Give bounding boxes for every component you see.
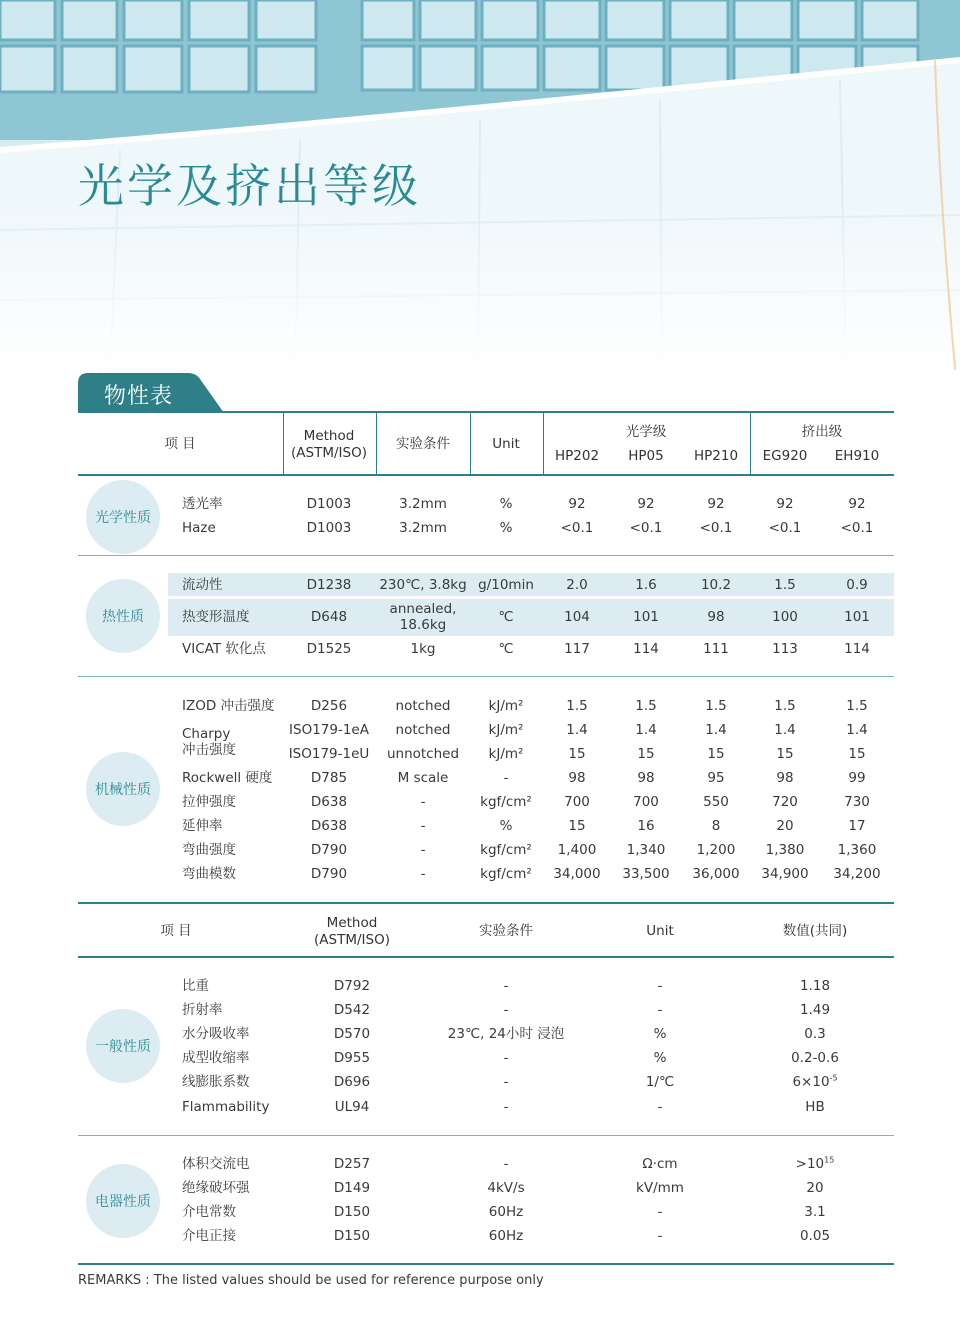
header-grade: HP210 — [693, 448, 739, 464]
grade-value: <0.1 — [560, 520, 594, 536]
grade-value: 92 — [707, 496, 725, 512]
grade-value: 33,500 — [622, 866, 670, 882]
col-divider — [283, 413, 284, 474]
unit: % — [653, 1050, 667, 1066]
grade-value: 34,200 — [833, 866, 881, 882]
grade-value: 92 — [637, 496, 655, 512]
grade-value: 1,400 — [557, 842, 597, 858]
grade-value: 17 — [848, 818, 866, 834]
common-value: 1.18 — [799, 978, 831, 994]
grade-value: 15 — [637, 746, 655, 762]
test-condition: 18.6kg — [399, 617, 447, 633]
header-value: 数值(共同) — [782, 923, 848, 939]
unit: 1/℃ — [645, 1074, 675, 1090]
section-tab — [78, 373, 224, 413]
grade-value: 34,000 — [553, 866, 601, 882]
test-condition: - — [420, 842, 426, 858]
property-name: Charpy — [182, 726, 231, 742]
property-name: 流动性 — [182, 577, 223, 593]
grade-value: <0.1 — [629, 520, 663, 536]
section-tab-label: 物性表 — [104, 384, 174, 409]
header-method-standard: (ASTM/ISO) — [314, 932, 390, 948]
grade-value: 92 — [848, 496, 866, 512]
grade-value: 1.5 — [774, 698, 796, 714]
col-divider — [543, 413, 544, 474]
grade-value: 1,380 — [765, 842, 805, 858]
method-code: D790 — [310, 842, 348, 858]
test-condition: - — [420, 794, 426, 810]
property-name: Flammability — [182, 1099, 270, 1115]
property-name: 弯曲模数 — [182, 866, 236, 882]
property-name: 绝缘破坏强 — [182, 1180, 250, 1196]
unit: - — [657, 1228, 663, 1244]
common-value: 1.49 — [799, 1002, 831, 1018]
grade-value: 98 — [776, 770, 794, 786]
unit: - — [657, 1002, 663, 1018]
method-code: D257 — [333, 1156, 371, 1172]
property-name: Rockwell 硬度 — [182, 770, 273, 786]
property-name: 水分吸收率 — [182, 1026, 250, 1042]
remarks-note: REMARKS : The listed values should be used for reference purpose only — [78, 1273, 544, 1288]
grade-value: 730 — [844, 794, 870, 810]
unit: ℃ — [498, 641, 514, 657]
grade-value: 700 — [564, 794, 590, 810]
group-badge-optical: 光学性质 — [86, 480, 160, 554]
common-value — [792, 1074, 837, 1090]
grade-value: 10.2 — [700, 577, 732, 593]
header-item: 项 目 — [160, 923, 192, 939]
test-condition: - — [420, 866, 426, 882]
test-condition: unnotched — [386, 746, 460, 762]
grade-value: 92 — [568, 496, 586, 512]
group-divider — [78, 555, 894, 556]
value-exponent: -5 — [829, 1073, 838, 1083]
group-divider — [78, 676, 894, 677]
test-condition: - — [420, 818, 426, 834]
grade-value: <0.1 — [699, 520, 733, 536]
col-divider — [470, 413, 471, 474]
table2-top-rule — [78, 902, 894, 904]
header-unit: Unit — [492, 436, 520, 452]
method-code: D696 — [333, 1074, 371, 1090]
method-code: D1003 — [306, 496, 352, 512]
method-code: D542 — [333, 1002, 371, 1018]
property-name: 介电常数 — [182, 1204, 236, 1220]
property-name: Haze — [182, 520, 216, 536]
grade-value: <0.1 — [840, 520, 874, 536]
table2-header-rule — [78, 956, 894, 958]
grade-value: 100 — [772, 609, 798, 625]
method-code: D648 — [310, 609, 348, 625]
test-condition: - — [503, 1002, 509, 1018]
grade-value: 114 — [844, 641, 870, 657]
test-condition: - — [503, 978, 509, 994]
unit: kJ/m² — [488, 722, 524, 738]
test-condition: 3.2mm — [399, 496, 447, 512]
property-name: 拉伸强度 — [182, 794, 236, 810]
property-name: 透光率 — [182, 496, 223, 512]
grade-value: 1.5 — [705, 698, 727, 714]
header-method: Method — [326, 915, 378, 931]
grade-value: 113 — [772, 641, 798, 657]
test-condition: 1kg — [410, 641, 436, 657]
test-condition: annealed, — [389, 601, 457, 617]
property-name: 热变形温度 — [182, 609, 250, 625]
col-divider — [376, 413, 377, 474]
property-name: 弯曲强度 — [182, 842, 236, 858]
method-code: D792 — [333, 978, 371, 994]
col-divider — [750, 413, 751, 474]
method-code: D638 — [310, 794, 348, 810]
unit: kgf/cm² — [480, 842, 532, 858]
method-code: D150 — [333, 1204, 371, 1220]
unit: Ω·cm — [642, 1156, 678, 1172]
grade-value: 1,360 — [837, 842, 877, 858]
grade-value: 1.6 — [635, 577, 657, 593]
grade-value: 15 — [707, 746, 725, 762]
group-badge-mechanical: 机械性质 — [86, 752, 160, 826]
unit: kJ/m² — [488, 698, 524, 714]
unit: - — [657, 978, 663, 994]
property-name: 冲击强度 — [182, 742, 236, 758]
header-grade: HP202 — [554, 448, 600, 464]
table1-top-rule — [78, 411, 894, 413]
grade-value: 720 — [772, 794, 798, 810]
property-name: 成型收缩率 — [182, 1050, 250, 1066]
unit: - — [657, 1099, 663, 1115]
header-grade: HP05 — [628, 448, 664, 464]
header-grade: EG920 — [762, 448, 808, 464]
grade-value: 98 — [637, 770, 655, 786]
property-name: VICAT 软化点 — [182, 641, 266, 657]
unit: ℃ — [498, 609, 514, 625]
table2-bottom-rule — [78, 1263, 894, 1265]
grade-value: 16 — [637, 818, 655, 834]
unit: % — [499, 496, 513, 512]
property-name: 线膨胀系数 — [182, 1074, 250, 1090]
property-name: 比重 — [182, 978, 209, 994]
page-title: 光学及挤出等级 — [78, 159, 421, 213]
method-code: D149 — [333, 1180, 371, 1196]
test-condition: - — [503, 1099, 509, 1115]
unit: g/10min — [478, 577, 534, 593]
grade-value: 15 — [776, 746, 794, 762]
header-grade: EH910 — [834, 448, 880, 464]
method-code: D150 — [333, 1228, 371, 1244]
grade-value: 1.4 — [566, 722, 588, 738]
unit: % — [653, 1026, 667, 1042]
grade-value: 15 — [568, 746, 586, 762]
property-name: 延伸率 — [182, 818, 223, 834]
test-condition: 60Hz — [488, 1204, 524, 1220]
unit: kgf/cm² — [480, 794, 532, 810]
grade-value: 117 — [564, 641, 590, 657]
method-code: D256 — [310, 698, 348, 714]
header-group-extrusion: 挤出级 — [801, 424, 843, 440]
grade-value: 1.4 — [846, 722, 868, 738]
method-code: D955 — [333, 1050, 371, 1066]
test-condition: 230℃, 3.8kg — [379, 577, 467, 593]
header-unit: Unit — [646, 923, 674, 939]
header-condition: 实验条件 — [396, 436, 450, 452]
property-name: 折射率 — [182, 1002, 223, 1018]
table1-header-rule — [78, 474, 894, 476]
method-code: D1238 — [306, 577, 352, 593]
grade-value: 92 — [776, 496, 794, 512]
test-condition: 23℃, 24小时 浸泡 — [447, 1026, 565, 1042]
grade-value: 1.4 — [774, 722, 796, 738]
header-method-standard: (ASTM/ISO) — [291, 445, 367, 461]
value-exponent: 15 — [824, 1155, 835, 1165]
test-condition: - — [503, 1050, 509, 1066]
common-value: 0.2-0.6 — [791, 1050, 839, 1066]
property-name: IZOD 冲击强度 — [182, 698, 275, 714]
grade-value: 98 — [568, 770, 586, 786]
header-group-optical: 光学级 — [625, 424, 667, 440]
grade-value: 1.5 — [566, 698, 588, 714]
grade-value: 1,200 — [696, 842, 736, 858]
grade-value: 95 — [707, 770, 725, 786]
property-name: 介电正接 — [182, 1228, 236, 1244]
group-badge-electrical: 电器性质 — [86, 1164, 160, 1238]
test-condition: M scale — [397, 770, 449, 786]
unit: % — [499, 818, 513, 834]
grade-value: 99 — [848, 770, 866, 786]
grade-value: 1.5 — [635, 698, 657, 714]
grade-value: 2.0 — [566, 577, 588, 593]
value-base: 6×10 — [792, 1074, 830, 1090]
grade-value: 20 — [776, 818, 794, 834]
method-code: D570 — [333, 1026, 371, 1042]
grade-value: 1.5 — [846, 698, 868, 714]
test-condition: notched — [395, 698, 451, 714]
grade-value: 1.5 — [774, 577, 796, 593]
header-item: 项 目 — [164, 436, 196, 452]
grade-value: 1,340 — [626, 842, 666, 858]
grade-value: 114 — [633, 641, 659, 657]
common-value: 0.3 — [804, 1026, 826, 1042]
common-value: 20 — [806, 1180, 824, 1196]
grade-value: 700 — [633, 794, 659, 810]
method-code: D1525 — [306, 641, 352, 657]
test-condition: 4kV/s — [487, 1180, 525, 1196]
common-value — [796, 1156, 835, 1172]
method-code: D790 — [310, 866, 348, 882]
grade-value: 550 — [703, 794, 729, 810]
method-code: UL94 — [334, 1099, 370, 1115]
group-badge-general: 一般性质 — [86, 1009, 160, 1083]
common-value: 3.1 — [804, 1204, 826, 1220]
header-method: Method — [303, 428, 355, 444]
header-condition: 实验条件 — [479, 923, 533, 939]
value-base: >10 — [795, 1156, 825, 1172]
grade-value: 98 — [707, 609, 725, 625]
property-name: 体积交流电 — [182, 1156, 250, 1172]
grade-value: 111 — [703, 641, 729, 657]
grade-value: 36,000 — [692, 866, 740, 882]
method-code: ISO179-1eA — [289, 722, 369, 738]
grade-value: 0.9 — [846, 577, 868, 593]
test-condition: - — [503, 1074, 509, 1090]
unit: - — [503, 770, 509, 786]
common-value: HB — [805, 1099, 825, 1115]
group-badge-thermal: 热性质 — [86, 579, 160, 653]
test-condition: - — [503, 1156, 509, 1172]
grade-value: 101 — [844, 609, 870, 625]
grade-value: 8 — [711, 818, 721, 834]
grade-value: 104 — [564, 609, 590, 625]
method-code: D1003 — [306, 520, 352, 536]
grade-value: 101 — [633, 609, 659, 625]
unit: kV/mm — [636, 1180, 684, 1196]
grade-value: 15 — [848, 746, 866, 762]
grade-value: <0.1 — [768, 520, 802, 536]
method-code: ISO179-1eU — [288, 746, 370, 762]
unit: kJ/m² — [488, 746, 524, 762]
grade-value: 34,900 — [761, 866, 809, 882]
unit: kgf/cm² — [480, 866, 532, 882]
unit: % — [499, 520, 513, 536]
grade-value: 1.4 — [705, 722, 727, 738]
method-code: D785 — [310, 770, 348, 786]
test-condition: notched — [395, 722, 451, 738]
test-condition: 60Hz — [488, 1228, 524, 1244]
grade-value: 15 — [568, 818, 586, 834]
group-divider — [78, 1135, 894, 1136]
grade-value: 1.4 — [635, 722, 657, 738]
unit: - — [657, 1204, 663, 1220]
method-code: D638 — [310, 818, 348, 834]
common-value: 0.05 — [799, 1228, 831, 1244]
test-condition: 3.2mm — [399, 520, 447, 536]
